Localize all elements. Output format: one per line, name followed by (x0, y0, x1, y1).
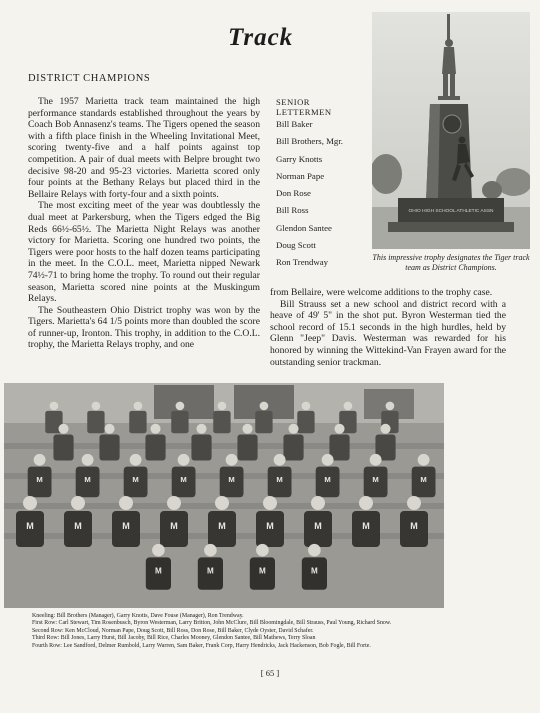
jersey-letter: M (74, 521, 82, 531)
team-photo-illustration (4, 383, 444, 608)
jersey-letter: M (311, 566, 318, 576)
letterman-name: Don Rose (276, 188, 311, 199)
article-paragraph: Bill Strauss set a new school and district record with a heave of 49' 5" in the shot put. Byron Westerman tied the school record of 15.1 seconds in the high hurdles, held by Glenn "Jeep" Davis. Westerman was rewarded for his honored by winning the Wittekind-Van Frayen award for the outstanding senior trackman. (270, 298, 506, 368)
letterman-name: Ron Trendway (276, 257, 329, 268)
photo-name-row: First Row: Carl Stewart, Tim Rosenbusch, Byron Westerman, Larry Britton, John McClure, Bill Bloomingdale, Bill Strauss, Paul Young, Richard Snow. (32, 620, 392, 627)
letterman-name: Doug Scott (276, 240, 316, 251)
lettermen-list (276, 119, 343, 275)
jersey-letter: M (155, 566, 162, 576)
letterman-name: Bill Brothers, Mgr. (276, 136, 343, 147)
letterman-name: Norman Pape (276, 170, 325, 181)
jersey-letter: M (207, 566, 214, 576)
trophy-photo (372, 12, 530, 249)
jersey-letter: M (259, 566, 266, 576)
jersey-letter: M (26, 521, 34, 531)
jersey-letter: M (132, 474, 139, 484)
section-heading: DISTRICT CHAMPIONS (28, 73, 151, 84)
jersey-letter: M (324, 474, 331, 484)
letterman-name: Bill Baker (276, 119, 313, 129)
letterman-name: Garry Knotts (276, 153, 323, 164)
letterman-name: Bill Ross (276, 205, 309, 216)
article-paragraph: The 1957 Marietta track team maintained the high performance standards established throughout the years by Coach Bob Annasenz's teams. The Tigers opened the season with a fifth place finish in the Wheeling Invitational Meet, scoring twenty-five and a half points against top competition. A pair of dual meets with Belpre brought two decisive 98-20 and 95-23 victories. Marietta scored only four points at the Bethany Relays but placed third in the Bellaire Relays with forty-four and a sixth points. (28, 96, 260, 200)
lettermen-heading (276, 97, 332, 117)
article-column-right (270, 287, 506, 368)
jersey-letter: M (228, 474, 235, 484)
jersey-letter: M (180, 474, 187, 484)
team-photo (4, 383, 444, 608)
jersey-letter: M (36, 474, 43, 484)
jersey-letter: M (276, 474, 283, 484)
jersey-letter: M (372, 474, 379, 484)
photo-name-row: Fourth Row: Lee Sandford, Delmer Rumbold, Larry Warren, Sam Baker, Frank Corp, Harry Hendricks, Jack Hackenson, Bob Fogle, Bill Forte. (32, 642, 371, 649)
jersey-letter: M (314, 521, 322, 531)
letterman-name: Glendon Santee (276, 222, 332, 233)
team-photo-names (32, 613, 434, 650)
trophy-caption: This impressive trophy designates the Tiger track team as District Champions. (372, 253, 530, 272)
lettermen-heading-line: LETTERMEN (276, 107, 332, 117)
jersey-letter: M (84, 474, 91, 484)
trophy-illustration (372, 12, 530, 249)
photo-name-row: Kneeling: Bill Brothers (Manager), Garry Knotts, Dave Fouse (Manager), Ron Trendway. (32, 613, 244, 619)
page-number: [ 65 ] (260, 668, 280, 678)
jersey-letter: M (362, 521, 370, 531)
page-title: Track (228, 24, 294, 51)
photo-name-row: Second Row: Ken McCloud, Norman Pape, Doug Scott, Bill Ross, Don Rose, Bill Baker, Clyde Oyster, David Schafer. (32, 627, 314, 634)
jersey-letter: M (218, 521, 226, 531)
article-paragraph: The most exciting meet of the year was doubtlessly the dual meet at Parkersburg, when the Tigers edged the Big Reds 66½-65½. The Marietta Night Relays was another victory for Marietta. Scoring one hundred two points, the Tigers were poor hosts to the half dozen teams participating in the meet. In the C.O.L. meet, Marietta nipped Newark 74½-71 to bring home the trophy. To round out their regular season, Marietta scored nine points at the Muskingum Relays. (28, 200, 260, 305)
jersey-letter: M (122, 521, 130, 531)
lettermen-heading-line: SENIOR (276, 97, 311, 107)
jersey-letter: M (420, 474, 427, 484)
article-paragraph: The Southeastern Ohio District trophy was won by the Tigers. Marietta's 64 1/5 points more than doubled the score of runner-up, Ironton. This trophy, in addition to the C.O.L. trophy, the Marietta Relays trophy, and one (28, 304, 260, 351)
jersey-letter: M (266, 521, 274, 531)
jersey-letter: M (170, 521, 178, 531)
jersey-letter: M (410, 521, 418, 531)
article-column-left (28, 96, 260, 351)
article-paragraph: from Bellaire, were welcome additions to the trophy case. (270, 287, 493, 298)
monument-inscription: OHIO HIGH SCHOOL ATHLETIC ASSN (408, 209, 494, 214)
photo-name-row: Third Row: Bill Jones, Larry Hurst, Bill Jacoby, Bill Rice, Charles Mooney, Glendon Santee, Bill Mathews, Terry Sloan (32, 635, 316, 642)
